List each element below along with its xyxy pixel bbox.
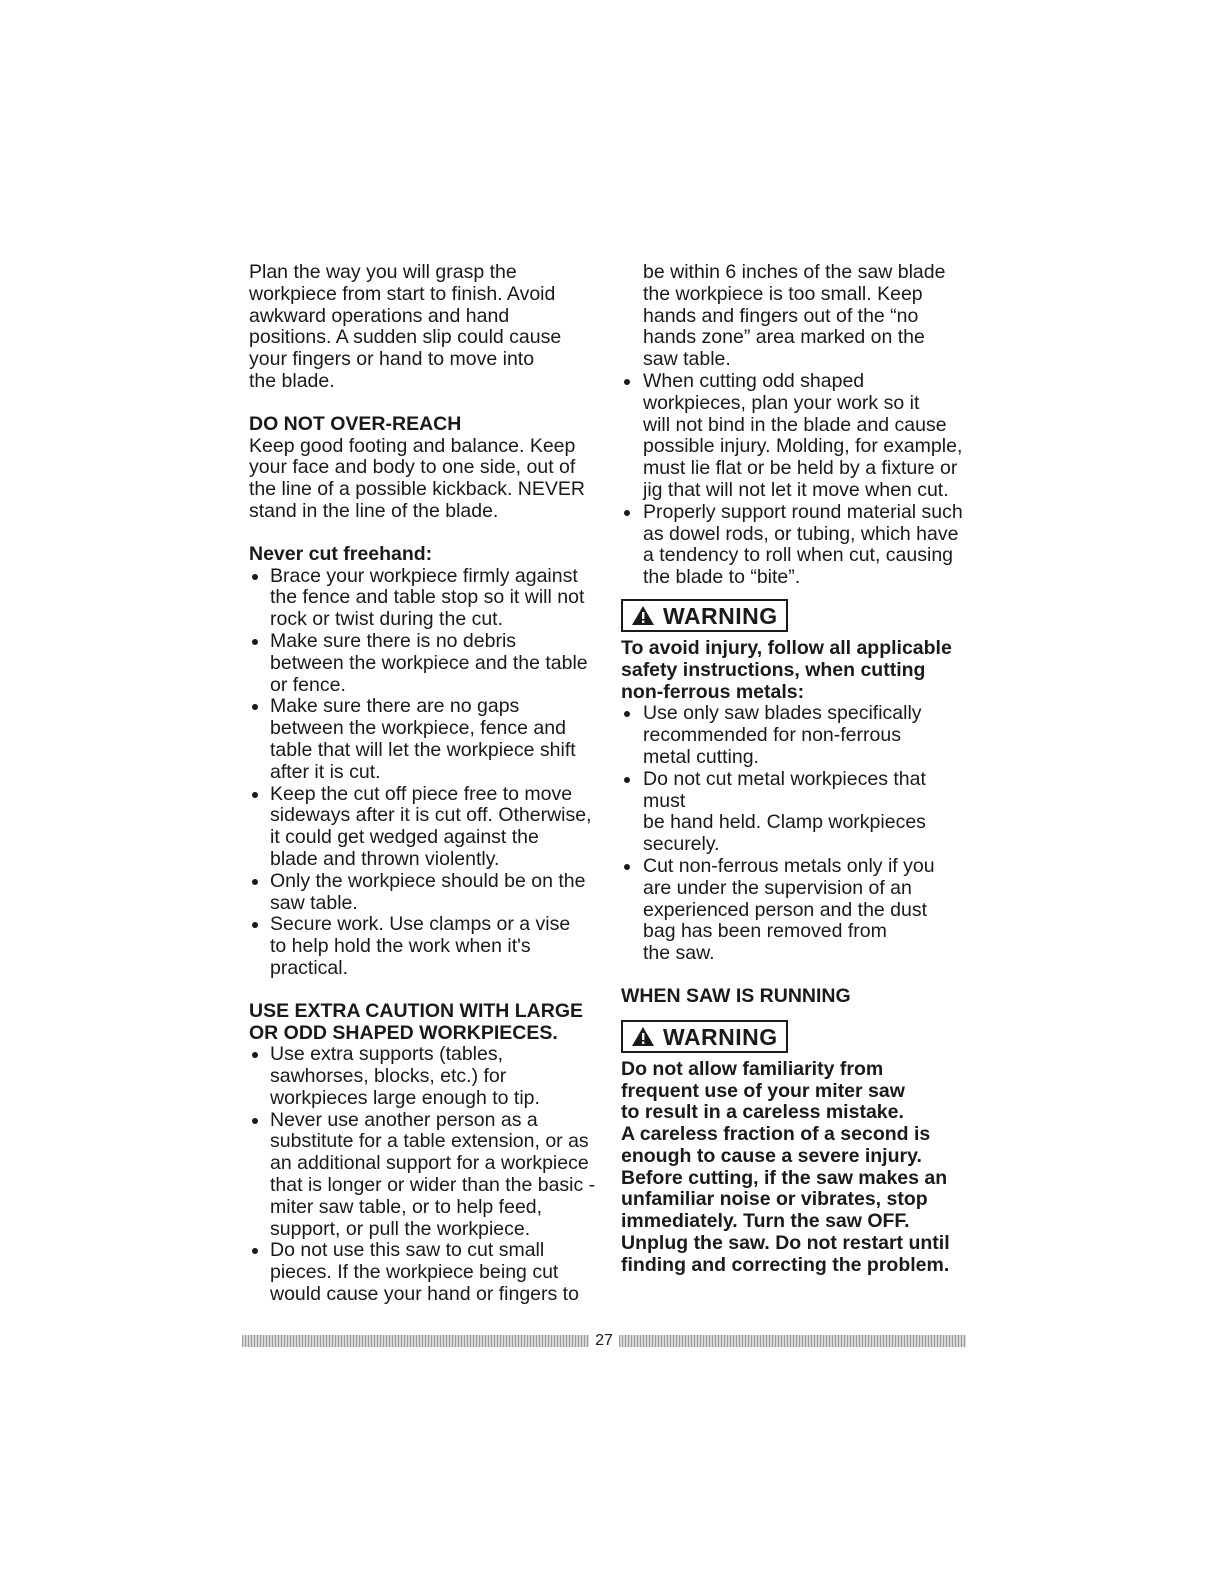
overreach-heading: DO NOT OVER-REACH [249, 412, 462, 435]
list-item: Brace your workpiece firmly against the fence and table stop so it will not rock or twist during the cut. [249, 566, 599, 631]
page-number: 27 [595, 1332, 613, 1349]
odd-shape-list [621, 371, 971, 589]
list-item: Make sure there are no gaps between the workpiece, fence and table that will let the workpiece shift after it is cut. [249, 696, 599, 783]
list-item: Keep the cut off piece free to move sideways after it is cut off. Otherwise, it could get wedged against the blade and thrown violently. [249, 784, 599, 871]
footer-rule-left [242, 1335, 589, 1347]
list-item: Secure work. Use clamps or a vise to help hold the work when it's practical. [249, 914, 599, 979]
list-item: Make sure there is no debris between the workpiece and the table or fence. [249, 631, 599, 696]
freehand-list [249, 566, 599, 980]
page-footer [242, 1332, 966, 1350]
right-column [621, 262, 971, 1277]
list-item: Do not use this saw to cut small pieces. If the workpiece being cut would cause your hand or fingers to [249, 1240, 599, 1305]
left-column [249, 262, 599, 1306]
caution-list [249, 1044, 599, 1306]
list-item: Use only saw blades specifically recommended for non-ferrous metal cutting. [621, 703, 971, 768]
warning-2-text: Do not allow familiarity from frequent use of your miter saw to result in a careless mistake. A careless fraction of a second is enough to cause a severe injury. [621, 1057, 931, 1167]
running-heading: WHEN SAW IS RUNNING [621, 984, 851, 1007]
footer-rule-right [619, 1335, 966, 1347]
overreach-paragraph: Keep good footing and balance. Keep your face and body to one side, out of the line of a possible kickback. NEVER stand in the line of the blade. [249, 434, 585, 522]
warning-label-1: WARNING [663, 602, 778, 629]
list-item: When cutting odd shaped workpieces, plan your work so it will not bind in the blade and cause possible injury. Molding, for example, must lie flat or be held by a fixture or jig that will not let it move when cut. [621, 371, 971, 502]
list-item: Cut non-ferrous metals only if you are under the supervision of an experienced person and the dust bag has been removed from the saw. [621, 856, 971, 965]
freehand-heading: Never cut freehand: [249, 542, 433, 565]
list-item: Never use another person as a substitute for a table extension, or as an additional support for a workpiece that is longer or wider than the basic - miter saw table, or to help feed, support, or pull the workpiece. [249, 1110, 599, 1241]
intro-paragraph: Plan the way you will grasp the workpiece from start to finish. Avoid awkward operations and hand positions. A sudden slip could cause your fingers or hand to move into the blade. [249, 261, 562, 392]
warning-box-2 [621, 1020, 788, 1053]
list-item: Use extra supports (tables, sawhorses, blocks, etc.) for workpieces large enough to tip. [249, 1044, 599, 1109]
list-item: Do not cut metal workpieces that must be hand held. Clamp workpieces securely. [621, 769, 971, 856]
list-item: Properly support round material such as dowel rods, or tubing, which have a tendency to roll when cut, causing the blade to “bite”. [621, 502, 971, 589]
caution-heading: USE EXTRA CAUTION WITH LARGE OR ODD SHAPED WORKPIECES. [249, 999, 584, 1044]
warning-label-2: WARNING [663, 1023, 778, 1050]
list-item: Only the workpiece should be on the saw table. [249, 871, 599, 915]
warning-1-text: To avoid injury, follow all applicable safety instructions, when cutting non-ferrous metals: [621, 636, 952, 703]
warning-box-1 [621, 599, 788, 632]
warning-2-text-2: Before cutting, if the saw makes an unfamiliar noise or vibrates, stop immediately. Turn the saw OFF. Unplug the saw. Do not restart until finding and correcting the problem. [621, 1166, 950, 1276]
nonferrous-list [621, 703, 971, 965]
warning-triangle-icon [631, 1026, 655, 1047]
continuation-paragraph: be within 6 inches of the saw blade the workpiece is too small. Keep hands and fingers out of the “no hands zone” area marked on the saw table. [643, 261, 946, 371]
warning-triangle-icon [631, 605, 655, 626]
